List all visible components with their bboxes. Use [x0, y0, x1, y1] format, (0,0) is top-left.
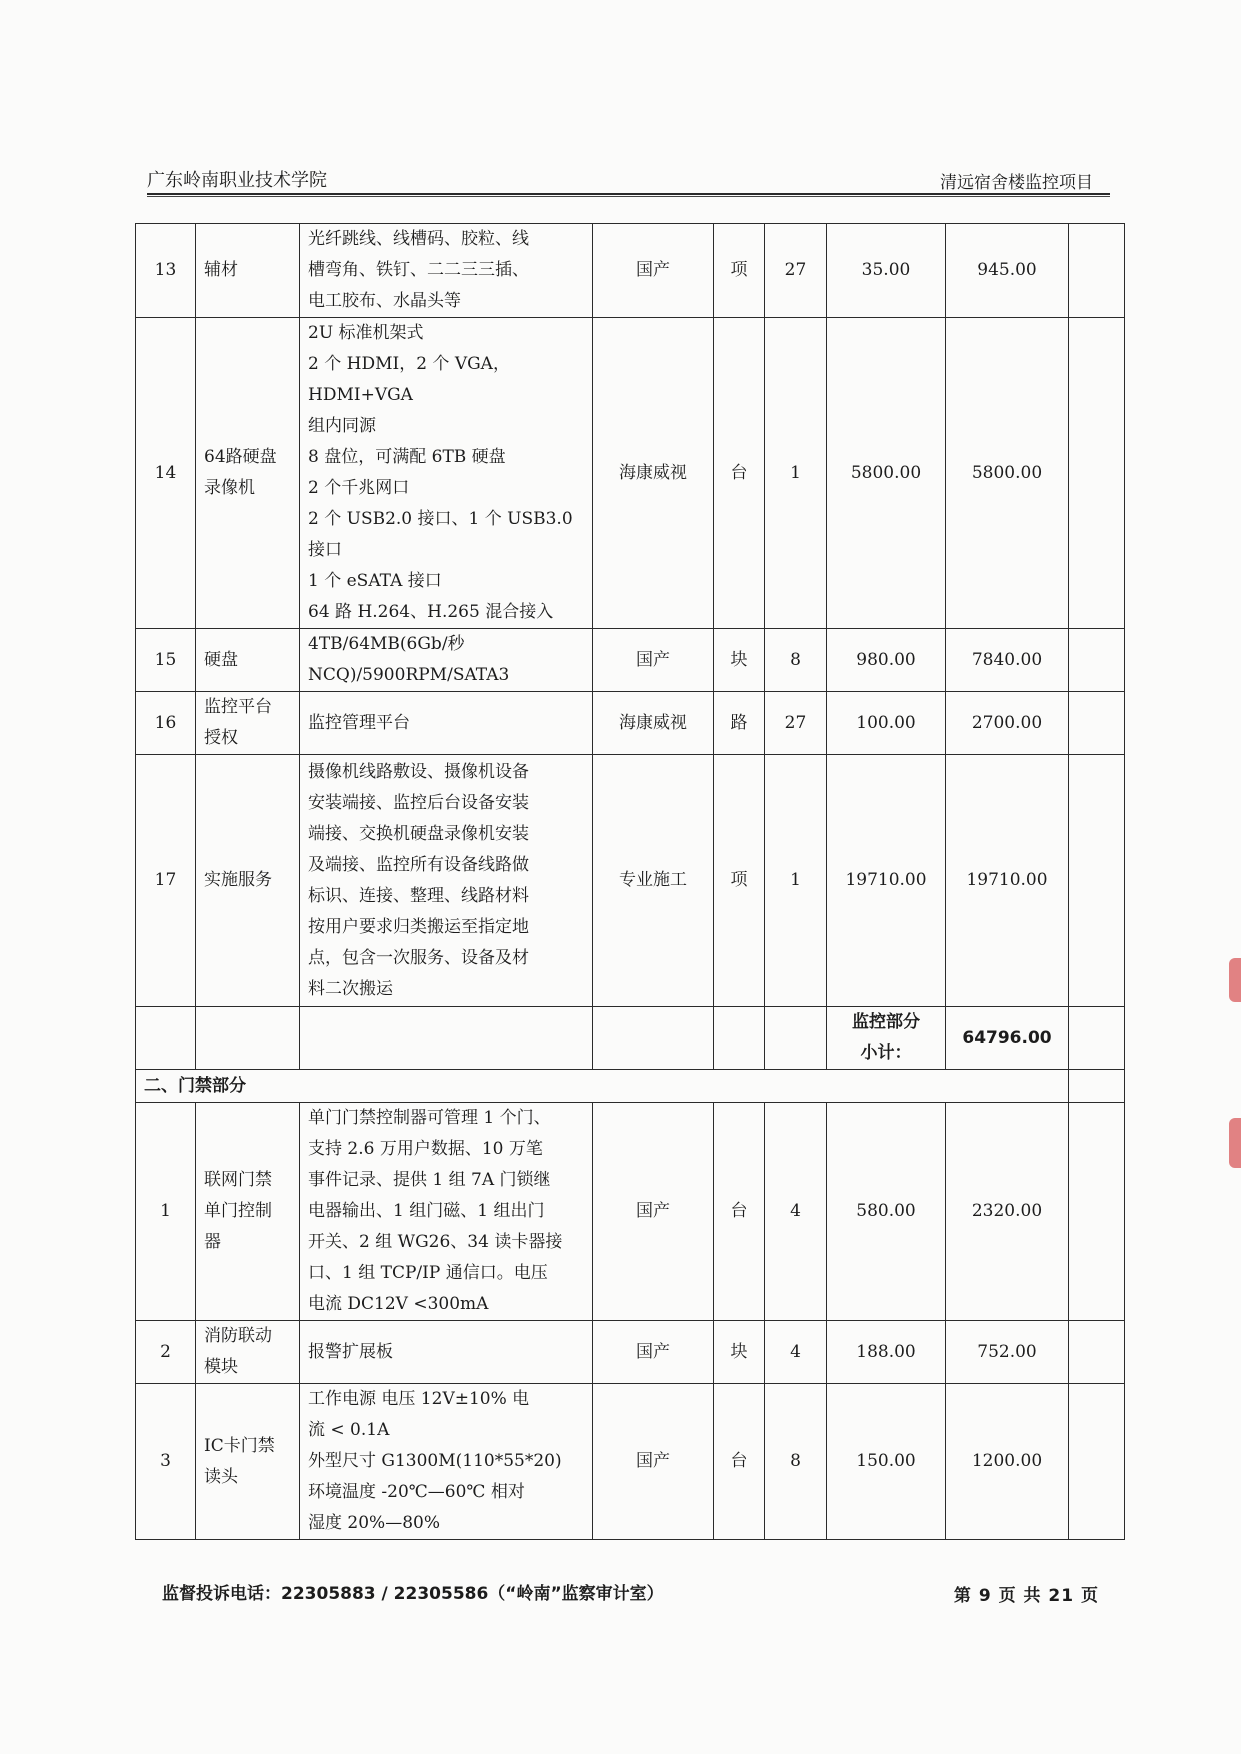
items-table — [135, 223, 1125, 1540]
item-brand-cell: 国产 — [593, 629, 714, 692]
header-rule-thin — [147, 196, 1110, 197]
item-quantity-cell: 4 — [765, 1103, 827, 1321]
document-header-project: 清远宿舍楼监控项目 — [940, 173, 1093, 193]
empty-cell — [300, 1007, 593, 1070]
item-total-cell: 945.00 — [946, 224, 1069, 318]
item-name-cell: 联网门禁 单门控制 器 — [196, 1103, 300, 1321]
item-name-cell: 硬盘 — [196, 629, 300, 692]
empty-cell — [765, 1007, 827, 1070]
item-brand-cell: 国产 — [593, 1384, 714, 1540]
item-unit-cell: 台 — [714, 318, 765, 629]
item-unit-price-cell: 580.00 — [827, 1103, 946, 1321]
item-brand-cell: 国产 — [593, 224, 714, 318]
empty-cell — [1069, 1070, 1125, 1103]
table-row — [136, 1103, 1125, 1321]
item-number-cell: 3 — [136, 1384, 196, 1540]
item-quantity-cell: 4 — [765, 1321, 827, 1384]
item-name-cell: 辅材 — [196, 224, 300, 318]
section-heading-cell: 二、门禁部分 — [136, 1070, 1069, 1103]
item-total-cell: 2700.00 — [946, 692, 1069, 755]
item-unit-price-cell: 980.00 — [827, 629, 946, 692]
item-note-cell — [1069, 224, 1125, 318]
item-unit-price-cell: 150.00 — [827, 1384, 946, 1540]
supervision-hotline: 监督投诉电话：22305883 / 22305586（“岭南”监察审计室） — [162, 1584, 664, 1604]
item-brand-cell: 国产 — [593, 1321, 714, 1384]
seal-edge-mark — [1229, 1118, 1241, 1168]
item-unit-cell: 台 — [714, 1384, 765, 1540]
subtotal-label-cell: 监控部分 小计： — [827, 1007, 946, 1070]
item-number-cell: 2 — [136, 1321, 196, 1384]
item-unit-cell: 路 — [714, 692, 765, 755]
item-unit-price-cell: 19710.00 — [827, 755, 946, 1007]
empty-cell — [1069, 1007, 1125, 1070]
item-note-cell — [1069, 1384, 1125, 1540]
item-unit-price-cell: 100.00 — [827, 692, 946, 755]
item-number-cell: 17 — [136, 755, 196, 1007]
table-row — [136, 224, 1125, 318]
item-quantity-cell: 27 — [765, 224, 827, 318]
empty-cell — [593, 1007, 714, 1070]
item-quantity-cell: 1 — [765, 755, 827, 1007]
item-unit-price-cell: 188.00 — [827, 1321, 946, 1384]
header-rule — [147, 193, 1110, 195]
seal-edge-mark — [1229, 958, 1241, 1002]
item-number-cell: 14 — [136, 318, 196, 629]
table-row — [136, 318, 1125, 629]
item-note-cell — [1069, 755, 1125, 1007]
item-brand-cell: 海康威视 — [593, 318, 714, 629]
subtotal-value-cell: 64796.00 — [946, 1007, 1069, 1070]
item-spec-cell: 4TB/64MB(6Gb/秒 NCQ)/5900RPM/SATA3 — [300, 629, 593, 692]
section-heading-row — [136, 1070, 1125, 1103]
empty-cell — [714, 1007, 765, 1070]
items-table-body — [136, 224, 1125, 1540]
document-header-institution: 广东岭南职业技术学院 — [147, 170, 327, 191]
item-name-cell: 64路硬盘 录像机 — [196, 318, 300, 629]
item-number-cell: 15 — [136, 629, 196, 692]
item-total-cell: 2320.00 — [946, 1103, 1069, 1321]
item-note-cell — [1069, 629, 1125, 692]
item-total-cell: 1200.00 — [946, 1384, 1069, 1540]
empty-cell — [136, 1007, 196, 1070]
item-unit-cell: 项 — [714, 755, 765, 1007]
item-brand-cell: 国产 — [593, 1103, 714, 1321]
empty-cell — [196, 1007, 300, 1070]
item-note-cell — [1069, 1103, 1125, 1321]
table-row — [136, 755, 1125, 1007]
item-quantity-cell: 27 — [765, 692, 827, 755]
item-quantity-cell: 8 — [765, 629, 827, 692]
table-row — [136, 1321, 1125, 1384]
item-name-cell: IC卡门禁 读头 — [196, 1384, 300, 1540]
page-number: 第 9 页 共 21 页 — [953, 1586, 1099, 1606]
item-note-cell — [1069, 692, 1125, 755]
item-note-cell — [1069, 318, 1125, 629]
item-name-cell: 监控平台 授权 — [196, 692, 300, 755]
item-note-cell — [1069, 1321, 1125, 1384]
item-brand-cell: 专业施工 — [593, 755, 714, 1007]
item-unit-cell: 台 — [714, 1103, 765, 1321]
item-name-cell: 实施服务 — [196, 755, 300, 1007]
item-spec-cell: 报警扩展板 — [300, 1321, 593, 1384]
item-number-cell: 16 — [136, 692, 196, 755]
item-total-cell: 752.00 — [946, 1321, 1069, 1384]
table-row — [136, 1384, 1125, 1540]
item-number-cell: 1 — [136, 1103, 196, 1321]
item-spec-cell: 监控管理平台 — [300, 692, 593, 755]
item-unit-cell: 项 — [714, 224, 765, 318]
item-quantity-cell: 1 — [765, 318, 827, 629]
subtotal-row — [136, 1007, 1125, 1070]
table-row — [136, 692, 1125, 755]
item-total-cell: 19710.00 — [946, 755, 1069, 1007]
item-total-cell: 7840.00 — [946, 629, 1069, 692]
item-total-cell: 5800.00 — [946, 318, 1069, 629]
item-number-cell: 13 — [136, 224, 196, 318]
item-spec-cell: 单门门禁控制器可管理 1 个门、 支持 2.6 万用户数据、10 万笔 事件记录、提供 1 组 7A 门锁继 电器输出、1 组门磁、1 组出门 开关、2 组 WG26、34 读卡器接 口、1 组 TCP/IP 通信口。电压 电流 DC12V <300mA — [300, 1103, 593, 1321]
item-brand-cell: 海康威视 — [593, 692, 714, 755]
item-spec-cell: 光纤跳线、线槽码、胶粒、线 槽弯角、铁钉、二二三三插、 电工胶布、水晶头等 — [300, 224, 593, 318]
item-spec-cell: 2U 标准机架式 2 个 HDMI，2 个 VGA，HDMI+VGA 组内同源 8 盘位，可满配 6TB 硬盘 2 个千兆网口 2 个 USB2.0 接口、1 个 USB3.0 接口 1 个 eSATA 接口 64 路 H.264、H.265 混合接入 — [300, 318, 593, 629]
item-unit-cell: 块 — [714, 1321, 765, 1384]
item-quantity-cell: 8 — [765, 1384, 827, 1540]
item-unit-price-cell: 35.00 — [827, 224, 946, 318]
item-spec-cell: 工作电源 电压 12V±10% 电 流 < 0.1A 外型尺寸 G1300M(110*55*20) 环境温度 -20℃—60℃ 相对 湿度 20%—80% — [300, 1384, 593, 1540]
item-unit-price-cell: 5800.00 — [827, 318, 946, 629]
table-row — [136, 629, 1125, 692]
item-spec-cell: 摄像机线路敷设、摄像机设备 安装端接、监控后台设备安装 端接、交换机硬盘录像机安装 及端接、监控所有设备线路做 标识、连接、整理、线路材料 按用户要求归类搬运至指定地 点，包含一次服务、设备及材 料二次搬运 — [300, 755, 593, 1007]
item-unit-cell: 块 — [714, 629, 765, 692]
item-name-cell: 消防联动 模块 — [196, 1321, 300, 1384]
